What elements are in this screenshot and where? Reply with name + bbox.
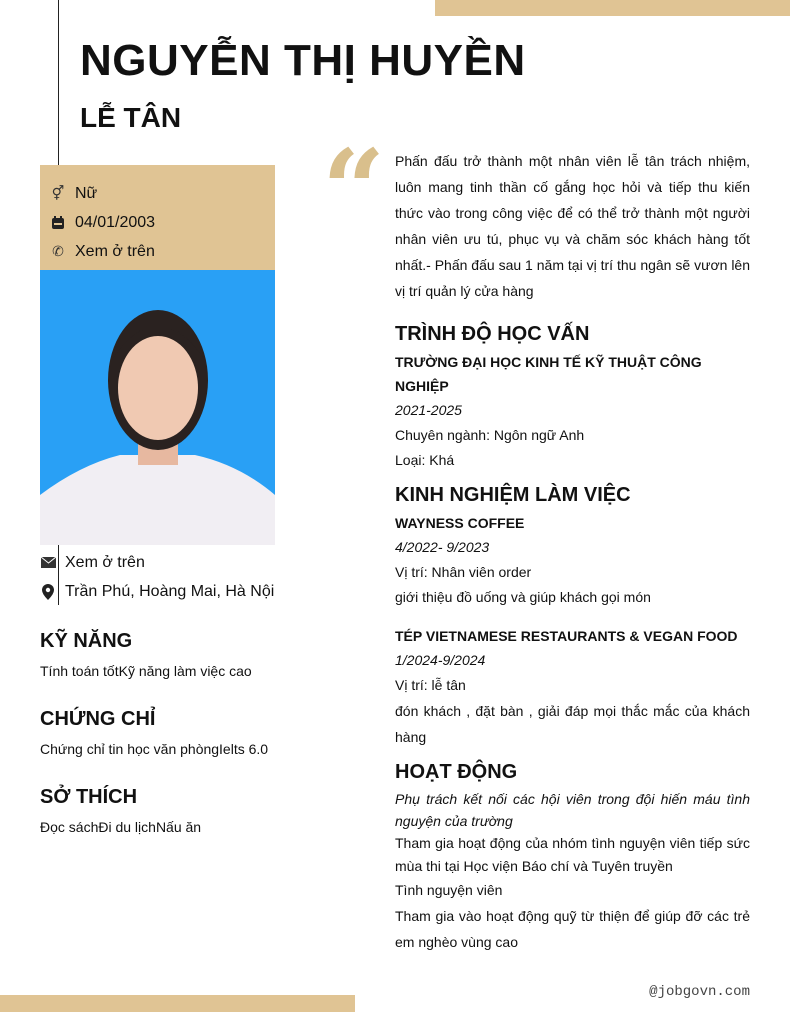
profile-photo	[40, 270, 275, 545]
top-accent-bar	[435, 0, 790, 16]
skills-text: Tính toán tốtKỹ năng làm việc cao	[40, 663, 252, 679]
job-period: 1/2024-9/2024	[395, 652, 486, 668]
job-role: Vị trí: Nhân viên order	[395, 564, 532, 580]
job-description: giới thiệu đồ uống và giúp khách gọi món	[395, 589, 651, 605]
phone-icon: ✆	[52, 243, 64, 259]
gender-row	[40, 179, 275, 208]
section-heading: CHỨNG CHỈ	[40, 708, 156, 730]
job-title: LỄ TÂN	[80, 102, 182, 133]
skills-section	[40, 630, 280, 679]
contact-info	[40, 548, 280, 606]
job-entry	[395, 624, 750, 750]
email-row	[40, 548, 280, 577]
section-heading: TRÌNH ĐỘ HỌC VẤN	[395, 323, 590, 345]
major: Chuyên ngành: Ngôn ngữ Anh	[395, 427, 585, 443]
dob: 04/01/2003	[75, 213, 156, 231]
hobbies-section	[40, 786, 280, 835]
section-heading: HOẠT ĐỘNG	[395, 761, 518, 783]
gender-icon: ⚥	[51, 185, 65, 201]
activity-item: Tham gia vào hoạt động quỹ từ thiện để giúp đỡ các trẻ em nghèo vùng cao	[395, 908, 750, 950]
phone-row	[40, 237, 275, 266]
section-heading: KINH NGHIỆM LÀM VIỆC	[395, 484, 631, 506]
job-role: Vị trí: lễ tân	[395, 677, 466, 693]
activity-item: Phụ trách kết nối các hội viên trong đội hiến máu tình nguyện của trường	[395, 791, 750, 829]
footer-watermark: @jobgovn.com	[649, 984, 750, 1000]
school-name: TRƯỜNG ĐẠI HỌC KINH TẾ KỸ THUẬT CÔNG NGHIỆP	[395, 354, 702, 394]
calendar-icon	[50, 215, 66, 231]
section-heading: SỞ THÍCH	[40, 786, 138, 808]
certificates-text: Chứng chỉ tin học văn phòngIelts 6.0	[40, 741, 269, 757]
map-pin-icon	[40, 584, 56, 600]
phone: Xem ở trên	[75, 242, 155, 260]
candidate-name: NGUYỄN THỊ HUYỀN	[80, 36, 526, 85]
personal-info	[40, 165, 275, 270]
company-name: WAYNESS COFFEE	[395, 515, 525, 531]
activity-item: Tham gia hoạt động của nhóm tình nguyện viên tiếp sức mùa thi tại Học viện Báo chí và Tuyên truyền	[395, 835, 750, 874]
bottom-accent-bar	[0, 995, 355, 1012]
address-row	[40, 577, 280, 606]
activity-item: Tình nguyện viên	[395, 882, 503, 898]
quote-icon: “	[322, 125, 386, 254]
certificates-section	[40, 708, 280, 757]
envelope-icon	[40, 555, 56, 571]
gender: Nữ	[75, 184, 98, 202]
main-column	[395, 148, 750, 955]
job-entry	[395, 511, 750, 610]
divider	[58, 0, 59, 165]
job-description: đón khách , đặt bàn , giải đáp mọi thắc mắc của khách hàng	[395, 703, 750, 745]
company-name: TÉP VIETNAMESE RESTAURANTS & VEGAN FOOD	[395, 628, 738, 644]
career-objective: Phấn đấu trở thành một nhân viên lễ tân trách nhiệm, luôn mang tinh thần cố gắng học hỏi và tiếp thu kiến thức vào trong công việc để có thể trở thành một người nhân viên ưu tú, phục vụ và chăm sóc khách hàng tốt nhất.- Phấn đấu sau 1 năm tại vị trí thu ngân sẽ vươn lên vị trí quản lý cửa hàng	[395, 153, 750, 299]
education-period: 2021-2025	[395, 402, 462, 418]
address: Trần Phú, Hoàng Mai, Hà Nội	[65, 582, 275, 600]
hobbies-text: Đọc sáchĐi du lịchNấu ăn	[40, 819, 202, 835]
email: Xem ở trên	[65, 553, 145, 571]
dob-row	[40, 208, 275, 237]
grade: Loại: Khá	[395, 452, 455, 468]
job-period: 4/2022- 9/2023	[395, 539, 490, 555]
section-heading: KỸ NĂNG	[40, 630, 133, 652]
